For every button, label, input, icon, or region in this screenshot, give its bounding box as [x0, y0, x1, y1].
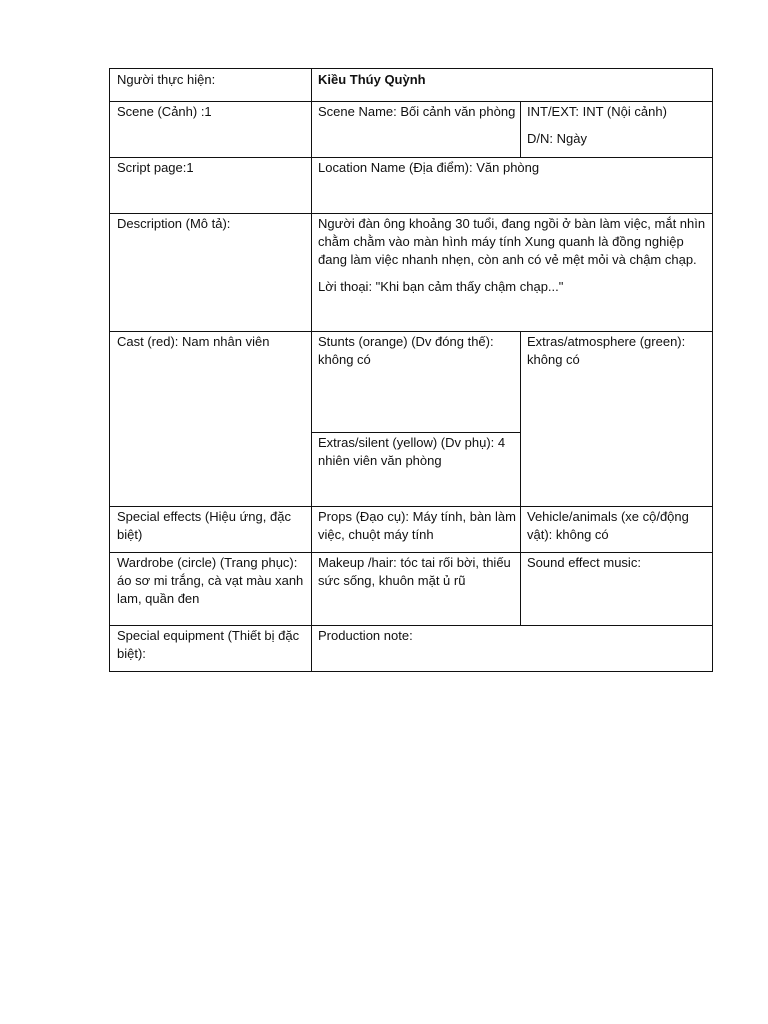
column-divider — [311, 69, 312, 671]
performer-label: Người thực hiện: — [117, 72, 216, 87]
description-label: Description (Mô tả): — [117, 216, 231, 231]
sound-cell — [527, 554, 707, 572]
row-divider — [110, 625, 712, 626]
props-cell — [318, 508, 516, 544]
script-page-cell — [117, 159, 305, 177]
special-effects-text: Special effects (Hiệu ứng, đặc biệt) — [117, 509, 291, 542]
row-divider — [110, 157, 712, 158]
breakdown-sheet-table — [109, 68, 713, 672]
description-label-cell — [117, 215, 305, 233]
makeup-text: Makeup /hair: tóc tai rối bời, thiếu sức sống, khuôn mặt ủ rũ — [318, 555, 511, 588]
makeup-cell — [318, 554, 516, 590]
row-divider — [110, 506, 712, 507]
production-note-text: Production note: — [318, 628, 413, 643]
row-divider — [110, 331, 712, 332]
vehicle-text: Vehicle/animals (xe cộ/động vật): không có — [527, 509, 689, 542]
row-divider — [110, 213, 712, 214]
column-divider — [520, 331, 521, 625]
extras-atmosphere-text: Extras/atmosphere (green): không có — [527, 334, 686, 367]
performer-label-cell — [117, 71, 305, 89]
extras-silent-text: Extras/silent (yellow) (Dv phụ): 4 nhiên viên văn phòng — [318, 435, 506, 468]
special-effects-cell — [117, 508, 305, 544]
vehicle-cell — [527, 508, 707, 544]
wardrobe-cell — [117, 554, 305, 608]
dialogue-text: Lời thoại: "Khi bạn cảm thấy chậm chạp..." — [318, 279, 564, 294]
description-cell — [318, 215, 706, 296]
script-page: Script page:1 — [117, 160, 194, 175]
description-text: Người đàn ông khoảng 30 tuổi, đang ngồi ở bàn làm việc, mắt nhìn chằm chằm vào màn hình máy tính Xung quanh là đồng nghiệp đang làm việc nhanh nhẹn, còn anh có vẻ mệt mỏi và chậm chạp. — [318, 216, 706, 267]
scene-cell — [117, 103, 305, 121]
location-name: Location Name (Địa điểm): Văn phòng — [318, 160, 540, 175]
row-divider — [110, 552, 712, 553]
scene-name: Scene Name: Bối cảnh văn phòng — [318, 104, 516, 119]
special-equipment-cell — [117, 627, 305, 663]
extras-atmosphere-cell — [527, 333, 707, 369]
cast-text: Cast (red): Nam nhân viên — [117, 334, 270, 349]
int-ext-cell — [527, 103, 707, 148]
production-note-cell — [318, 627, 706, 645]
row-divider — [110, 101, 712, 102]
location-cell — [318, 159, 706, 177]
row-divider — [311, 432, 520, 433]
scene-name-cell — [318, 103, 516, 121]
scene-number: Scene (Cảnh) :1 — [117, 104, 212, 119]
day-night: D/N: Ngày — [527, 131, 587, 146]
column-divider — [520, 101, 521, 157]
stunts-cell — [318, 333, 516, 369]
extras-silent-cell — [318, 434, 516, 470]
wardrobe-text: Wardrobe (circle) (Trang phục): áo sơ mi trắng, cà vạt màu xanh lam, quần đen — [117, 555, 304, 606]
sound-text: Sound effect music: — [527, 555, 641, 570]
cast-cell — [117, 333, 305, 351]
performer-value-cell — [318, 71, 706, 89]
props-text: Props (Đạo cụ): Máy tính, bàn làm việc, chuột máy tính — [318, 509, 516, 542]
stunts-text: Stunts (orange) (Dv đóng thế): không có — [318, 334, 494, 367]
special-equipment-text: Special equipment (Thiết bị đặc biệt): — [117, 628, 300, 661]
performer-name: Kiều Thúy Quỳnh — [318, 72, 426, 87]
int-ext: INT/EXT: INT (Nội cảnh) — [527, 104, 667, 119]
